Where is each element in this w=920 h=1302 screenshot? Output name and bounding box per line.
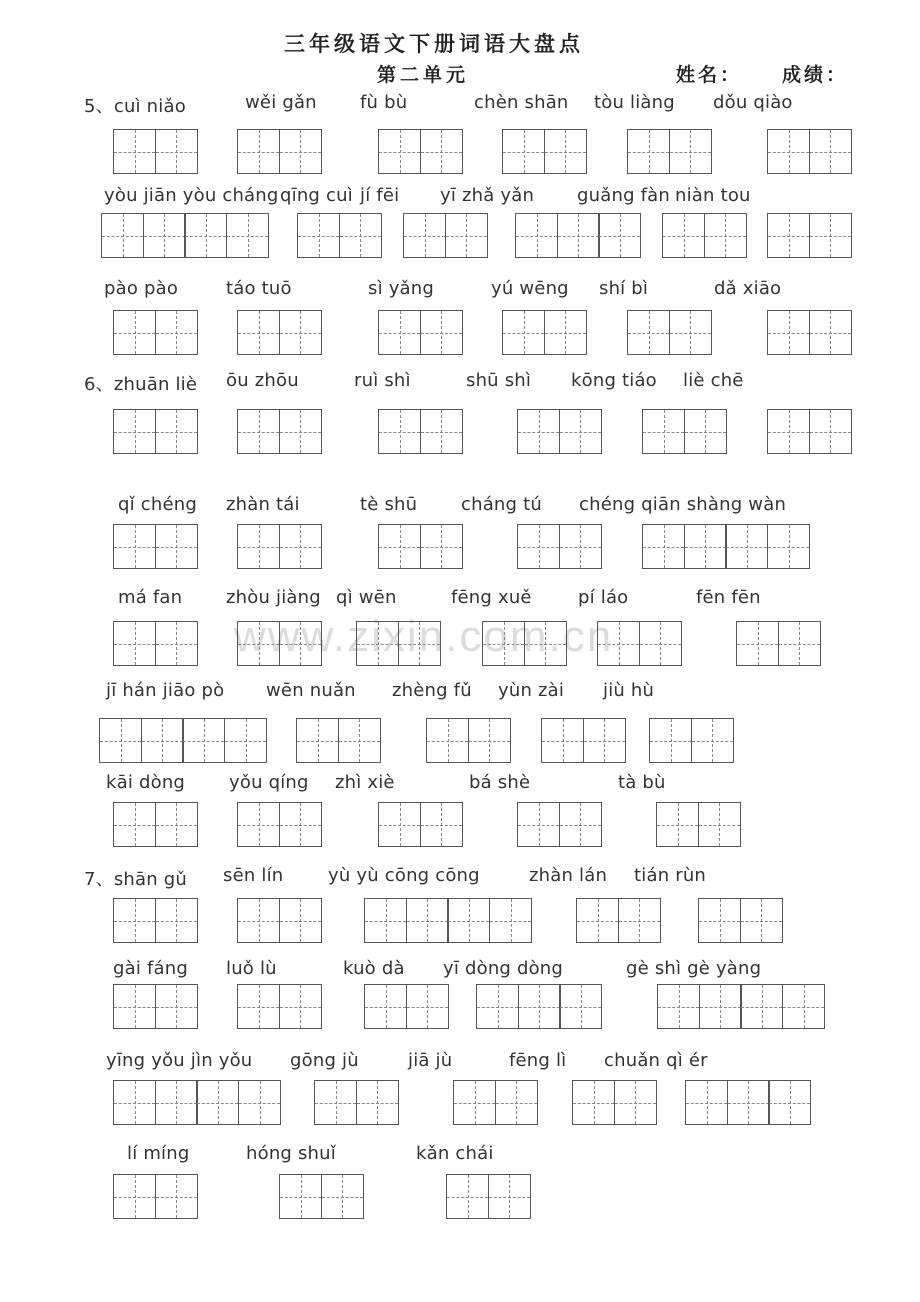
pinyin-prompt: yùn zài [498,680,565,701]
character-cell[interactable] [453,1080,496,1125]
character-cell[interactable] [155,409,198,454]
tianzige-writing-grid[interactable] [482,621,567,666]
character-cell[interactable] [113,129,156,174]
tianzige-writing-grid[interactable] [378,129,463,174]
pinyin-prompt: pí láo [578,587,629,608]
character-cell[interactable] [691,718,734,763]
character-cell[interactable] [517,409,560,454]
character-cell[interactable] [559,802,602,847]
pinyin-prompt: bá shè [469,772,531,793]
tianzige-writing-grid[interactable] [113,524,198,569]
character-cell[interactable] [113,898,156,943]
tianzige-writing-grid[interactable] [113,409,198,454]
tianzige-writing-grid[interactable] [662,213,747,258]
tianzige-writing-grid[interactable] [698,898,783,943]
tianzige-writing-grid[interactable] [576,898,661,943]
pinyin-prompt: má fan [118,587,183,608]
tianzige-writing-grid[interactable] [297,213,382,258]
character-cell[interactable] [809,129,852,174]
tianzige-writing-grid[interactable] [453,1080,538,1125]
character-cell[interactable] [445,213,488,258]
pinyin-prompt: pào pào [104,278,179,299]
pinyin-prompt: kāi dòng [106,772,186,793]
tianzige-writing-grid[interactable] [279,1174,364,1219]
character-cell[interactable] [113,409,156,454]
character-cell[interactable] [778,621,821,666]
pinyin-prompt: chéng qiān shàng wàn [579,494,787,515]
tianzige-writing-grid[interactable] [685,1080,811,1125]
tianzige-writing-grid[interactable] [517,409,602,454]
pinyin-prompt: qīng cuì [280,185,353,206]
character-cell[interactable] [279,310,322,355]
pinyin-prompt: dǎ xiāo [714,278,782,299]
character-cell[interactable] [378,802,421,847]
character-cell[interactable] [237,524,280,569]
tianzige-writing-grid[interactable] [642,524,810,569]
character-cell[interactable] [398,621,441,666]
character-cell[interactable] [657,984,700,1029]
character-cell[interactable] [279,898,322,943]
character-cell[interactable] [809,409,852,454]
character-cell[interactable] [685,1080,728,1125]
pinyin-prompt: tián rùn [634,865,707,886]
worksheet-title: 三年级语文下册词语大盘点 [284,31,584,56]
character-cell[interactable] [155,1174,198,1219]
pinyin-prompt: sì yǎng [368,278,435,299]
character-cell[interactable] [279,129,322,174]
pinyin-prompt: kǎn chái [416,1143,494,1164]
pinyin-prompt: gè shì gè yàng [626,958,762,979]
pinyin-prompt: guǎng fàn [577,185,670,206]
pinyin-prompt: fēng lì [509,1050,567,1071]
pinyin-prompt: ōu zhōu [226,370,299,391]
pinyin-prompt: chèn shān [474,92,569,113]
character-cell[interactable] [101,213,144,258]
character-cell[interactable] [378,524,421,569]
name-label: 姓名： [676,64,743,86]
character-cell[interactable] [627,310,670,355]
tianzige-writing-grid[interactable] [378,310,463,355]
pinyin-prompt: gài fáng [113,958,188,979]
character-cell[interactable] [642,409,685,454]
pinyin-prompt: zhàn lán [529,865,608,886]
pinyin-prompt: niàn tou [675,185,751,206]
character-cell[interactable] [727,1080,770,1125]
pinyin-prompt: jiù hù [603,680,655,701]
tianzige-writing-grid[interactable] [517,524,602,569]
character-cell[interactable] [489,898,532,943]
character-cell[interactable] [141,718,184,763]
character-cell[interactable] [364,898,407,943]
pinyin-prompt: yòu jiān yòu cháng [104,185,279,206]
character-cell[interactable] [598,213,641,258]
pinyin-prompt: jiā jù [408,1050,453,1071]
character-cell[interactable] [559,984,602,1029]
character-cell[interactable] [237,898,280,943]
character-cell[interactable] [502,310,545,355]
character-cell[interactable] [767,213,810,258]
character-cell[interactable] [155,984,198,1029]
character-cell[interactable] [725,524,768,569]
tianzige-writing-grid[interactable] [237,129,322,174]
character-cell[interactable] [420,129,463,174]
pinyin-prompt: kuò dà [343,958,405,979]
tianzige-writing-grid[interactable] [113,310,198,355]
tianzige-writing-grid[interactable] [515,213,641,258]
pinyin-prompt: yī zhǎ yǎn [440,185,535,206]
character-cell[interactable] [364,984,407,1029]
pinyin-prompt: 7、shān gǔ [84,869,188,890]
character-cell[interactable] [113,524,156,569]
pinyin-prompt: sēn lín [223,865,284,886]
character-cell[interactable] [662,213,705,258]
character-cell[interactable] [420,802,463,847]
character-cell[interactable] [378,310,421,355]
pinyin-prompt: lí míng [127,1143,190,1164]
character-cell[interactable] [113,1080,156,1125]
watermark: www.zixin.com.cn [234,612,614,661]
character-cell[interactable] [684,524,727,569]
pinyin-prompt: zhòu jiàng [226,587,321,608]
character-cell[interactable] [356,1080,399,1125]
tianzige-writing-grid[interactable] [378,524,463,569]
tianzige-writing-grid[interactable] [101,213,269,258]
tianzige-writing-grid[interactable] [314,1080,399,1125]
pinyin-prompt: zhàn tái [226,494,300,515]
character-cell[interactable] [155,898,198,943]
tianzige-writing-grid[interactable] [99,718,267,763]
pinyin-prompt: yǒu qíng [229,772,309,793]
character-cell[interactable] [155,310,198,355]
character-cell[interactable] [155,621,198,666]
pinyin-prompt: tà bù [618,772,666,793]
tianzige-writing-grid[interactable] [113,1080,281,1125]
character-cell[interactable] [339,213,382,258]
character-cell[interactable] [279,524,322,569]
pinyin-prompt: gōng jù [290,1050,359,1071]
character-cell[interactable] [541,718,584,763]
tianzige-writing-grid[interactable] [767,213,852,258]
character-cell[interactable] [699,984,742,1029]
tianzige-writing-grid[interactable] [113,984,198,1029]
tianzige-writing-grid[interactable] [627,310,712,355]
character-cell[interactable] [597,621,640,666]
character-cell[interactable] [113,621,156,666]
tianzige-writing-grid[interactable] [642,409,727,454]
pinyin-prompt: luǒ lù [226,958,277,979]
character-cell[interactable] [767,524,810,569]
tianzige-writing-grid[interactable] [237,621,322,666]
pinyin-prompt: táo tuō [226,278,292,299]
tianzige-writing-grid[interactable] [113,802,198,847]
pinyin-prompt: jī hán jiāo pò [106,680,225,701]
pinyin-prompt: wēn nuǎn [266,680,356,701]
character-cell[interactable] [356,621,399,666]
pinyin-prompt: yī dòng dòng [443,958,564,979]
character-cell[interactable] [736,621,779,666]
character-cell[interactable] [809,213,852,258]
tianzige-writing-grid[interactable] [237,409,322,454]
pinyin-prompt: fēng xuě [451,587,532,608]
character-cell[interactable] [406,898,449,943]
tianzige-writing-grid[interactable] [237,802,322,847]
character-cell[interactable] [279,621,322,666]
pinyin-prompt: zhì xiè [335,772,395,793]
tianzige-writing-grid[interactable] [113,898,198,943]
character-cell[interactable] [740,898,783,943]
tianzige-writing-grid[interactable] [113,1174,198,1219]
character-cell[interactable] [237,621,280,666]
pinyin-prompt: shū shì [466,370,532,391]
pinyin-prompt: 5、cuì niǎo [84,96,186,117]
tianzige-writing-grid[interactable] [237,310,322,355]
tianzige-writing-grid[interactable] [378,802,463,847]
pinyin-prompt: yīng yǒu jìn yǒu [106,1050,253,1071]
pinyin-prompt: 6、zhuān liè [84,374,198,395]
character-cell[interactable] [446,1174,489,1219]
tianzige-writing-grid[interactable] [572,1080,657,1125]
character-cell[interactable] [618,898,661,943]
character-cell[interactable] [113,310,156,355]
tianzige-writing-grid[interactable] [356,621,441,666]
character-cell[interactable] [403,213,446,258]
character-cell[interactable] [669,310,712,355]
tianzige-writing-grid[interactable] [446,1174,531,1219]
character-cell[interactable] [296,718,339,763]
character-cell[interactable] [406,984,449,1029]
character-cell[interactable] [420,409,463,454]
character-cell[interactable] [182,718,225,763]
character-cell[interactable] [502,129,545,174]
character-cell[interactable] [656,802,699,847]
character-cell[interactable] [426,718,469,763]
pinyin-prompt: cháng tú [461,494,542,515]
character-cell[interactable] [684,409,727,454]
pinyin-prompt: qì wēn [336,587,397,608]
tianzige-writing-grid[interactable] [656,802,741,847]
character-cell[interactable] [420,524,463,569]
character-cell[interactable] [809,310,852,355]
character-cell[interactable] [698,802,741,847]
character-cell[interactable] [237,310,280,355]
unit-subtitle: 第二单元 [377,64,470,86]
character-cell[interactable] [627,129,670,174]
character-cell[interactable] [155,802,198,847]
character-cell[interactable] [782,984,825,1029]
character-cell[interactable] [518,984,561,1029]
character-cell[interactable] [155,524,198,569]
tianzige-writing-grid[interactable] [649,718,734,763]
tianzige-writing-grid[interactable] [627,129,712,174]
character-cell[interactable] [237,984,280,1029]
character-cell[interactable] [279,802,322,847]
character-cell[interactable] [614,1080,657,1125]
score-label: 成绩： [782,64,849,86]
character-cell[interactable] [767,129,810,174]
pinyin-prompt: liè chē [683,370,744,391]
tianzige-writing-grid[interactable] [426,718,511,763]
character-cell[interactable] [704,213,747,258]
character-cell[interactable] [517,802,560,847]
character-cell[interactable] [559,409,602,454]
tianzige-writing-grid[interactable] [502,129,587,174]
character-cell[interactable] [572,1080,615,1125]
pinyin-prompt: qǐ chéng [118,494,197,515]
pinyin-prompt: yú wēng [491,278,569,299]
character-cell[interactable] [544,310,587,355]
character-cell[interactable] [238,1080,281,1125]
tianzige-writing-grid[interactable] [364,898,532,943]
tianzige-writing-grid[interactable] [364,984,449,1029]
tianzige-writing-grid[interactable] [767,409,852,454]
character-cell[interactable] [447,898,490,943]
character-cell[interactable] [143,213,186,258]
tianzige-writing-grid[interactable] [502,310,587,355]
pinyin-prompt: ruì shì [354,370,411,391]
pinyin-prompt: dǒu qiào [713,92,793,113]
character-cell[interactable] [559,524,602,569]
character-cell[interactable] [517,524,560,569]
character-cell[interactable] [642,524,685,569]
character-cell[interactable] [155,1080,198,1125]
character-cell[interactable] [237,802,280,847]
character-cell[interactable] [113,802,156,847]
character-cell[interactable] [669,129,712,174]
tianzige-writing-grid[interactable] [767,310,852,355]
tianzige-writing-grid[interactable] [736,621,821,666]
character-cell[interactable] [279,984,322,1029]
character-cell[interactable] [557,213,600,258]
character-cell[interactable] [314,1080,357,1125]
tianzige-writing-grid[interactable] [517,802,602,847]
character-cell[interactable] [767,310,810,355]
pinyin-prompt: jí fēi [360,185,400,206]
character-cell[interactable] [184,213,227,258]
character-cell[interactable] [476,984,519,1029]
character-cell[interactable] [576,898,619,943]
pinyin-prompt: chuǎn qì ér [604,1050,708,1071]
character-cell[interactable] [482,621,525,666]
pinyin-prompt: tòu liàng [594,92,675,113]
tianzige-writing-grid[interactable] [237,898,322,943]
tianzige-writing-grid[interactable] [476,984,602,1029]
tianzige-writing-grid[interactable] [378,409,463,454]
tianzige-writing-grid[interactable] [237,984,322,1029]
tianzige-writing-grid[interactable] [237,524,322,569]
pinyin-prompt: fù bù [360,92,408,113]
tianzige-writing-grid[interactable] [767,129,852,174]
character-cell[interactable] [639,621,682,666]
character-cell[interactable] [338,718,381,763]
pinyin-prompt: fēn fēn [696,587,761,608]
tianzige-writing-grid[interactable] [597,621,682,666]
pinyin-prompt: yù yù cōng cōng [328,865,480,886]
character-cell[interactable] [768,1080,811,1125]
character-cell[interactable] [698,898,741,943]
pinyin-prompt: hóng shuǐ [246,1143,336,1164]
pinyin-prompt: zhèng fǔ [392,680,472,701]
pinyin-prompt: tè shū [360,494,418,515]
pinyin-prompt: wěi gǎn [245,92,317,113]
character-cell[interactable] [420,310,463,355]
tianzige-writing-grid[interactable] [113,129,198,174]
character-cell[interactable] [113,984,156,1029]
tianzige-writing-grid[interactable] [403,213,488,258]
character-cell[interactable] [237,129,280,174]
character-cell[interactable] [196,1080,239,1125]
character-cell[interactable] [524,621,567,666]
character-cell[interactable] [226,213,269,258]
character-cell[interactable] [583,718,626,763]
character-cell[interactable] [321,1174,364,1219]
character-cell[interactable] [113,1174,156,1219]
character-cell[interactable] [649,718,692,763]
tianzige-writing-grid[interactable] [113,621,198,666]
tianzige-writing-grid[interactable] [296,718,381,763]
character-cell[interactable] [279,1174,322,1219]
pinyin-prompt: kōng tiáo [571,370,657,391]
character-cell[interactable] [279,409,322,454]
character-cell[interactable] [297,213,340,258]
character-cell[interactable] [740,984,783,1029]
character-cell[interactable] [155,129,198,174]
character-cell[interactable] [99,718,142,763]
character-cell[interactable] [767,409,810,454]
character-cell[interactable] [544,129,587,174]
character-cell[interactable] [488,1174,531,1219]
character-cell[interactable] [378,129,421,174]
character-cell[interactable] [495,1080,538,1125]
character-cell[interactable] [224,718,267,763]
character-cell[interactable] [515,213,558,258]
character-cell[interactable] [468,718,511,763]
character-cell[interactable] [378,409,421,454]
character-cell[interactable] [237,409,280,454]
tianzige-writing-grid[interactable] [657,984,825,1029]
tianzige-writing-grid[interactable] [541,718,626,763]
pinyin-prompt: shí bì [599,278,649,299]
